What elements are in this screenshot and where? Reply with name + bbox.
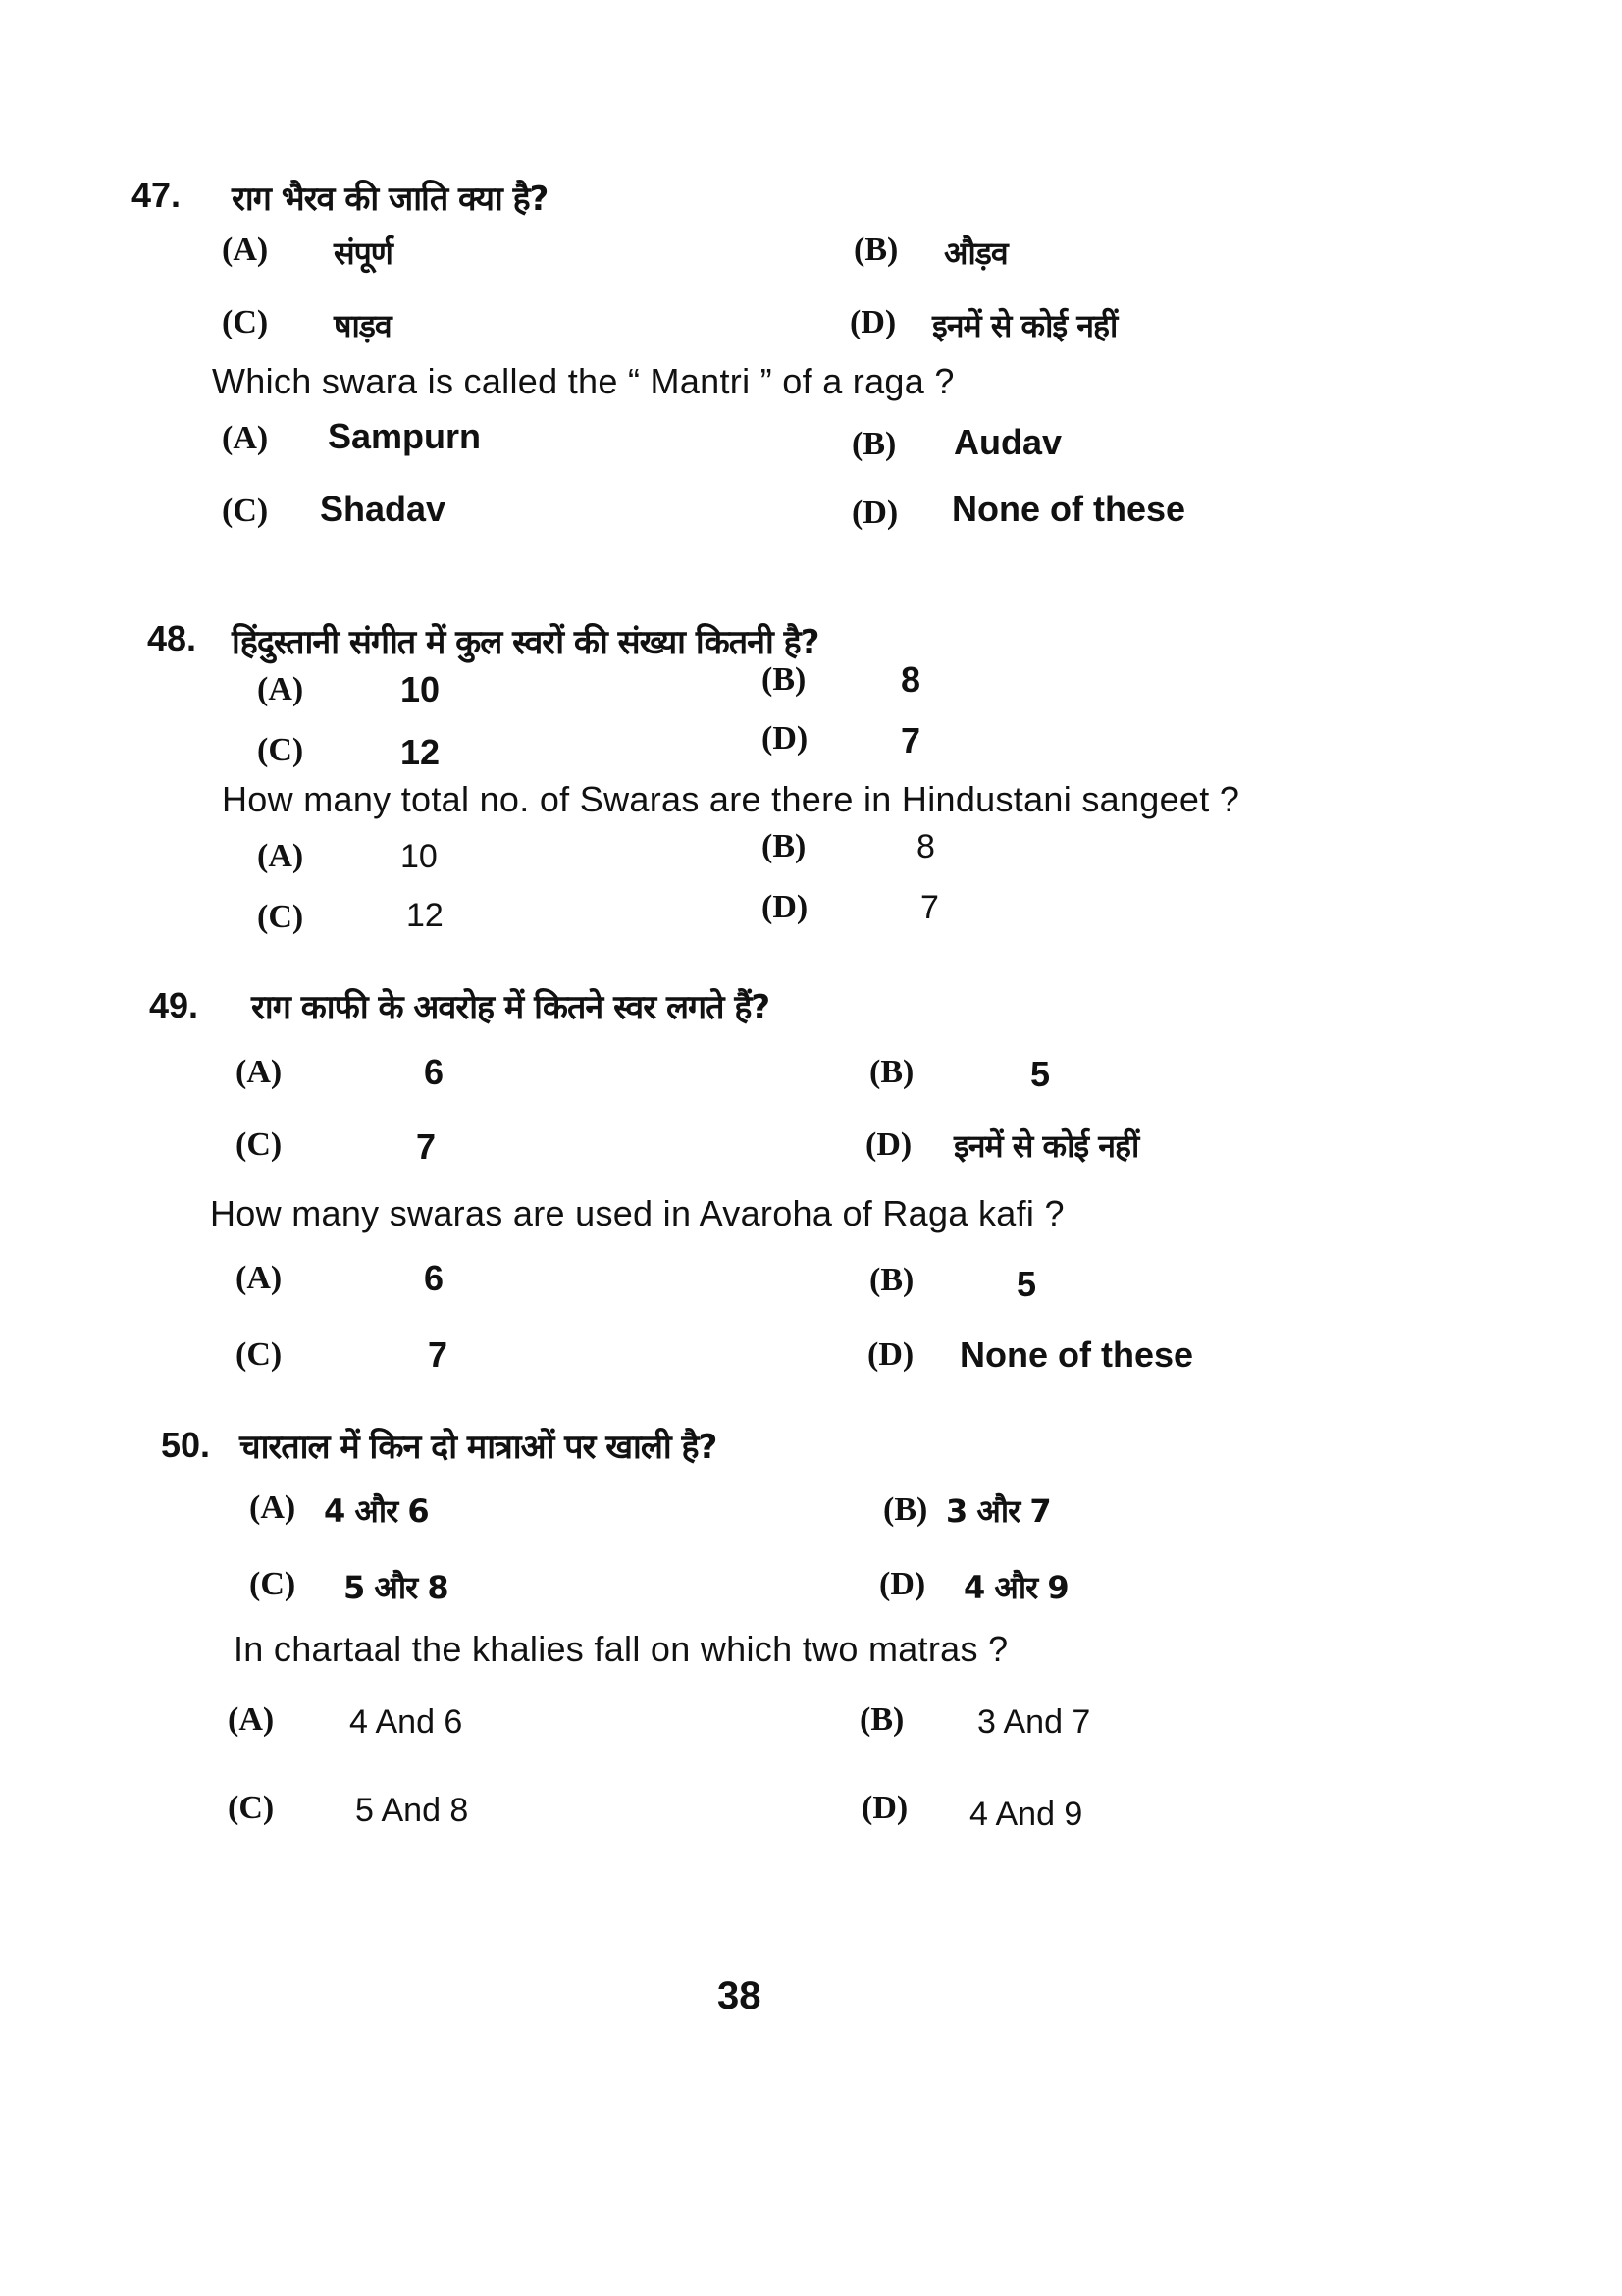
option-b-english: 3 And 7 <box>977 1703 1091 1741</box>
option-label-b: (B) <box>761 828 807 864</box>
question-text-hindi: हिंदुस्तानी संगीत में कुल स्वरों की संख्या कितनी है? <box>232 623 819 662</box>
option-label-c: (C) <box>228 1790 275 1826</box>
page-number: 38 <box>717 1974 761 2017</box>
option-a-english: 6 <box>424 1258 445 1298</box>
option-d-english: None of these <box>960 1334 1194 1375</box>
option-label-a: (A) <box>235 1260 283 1296</box>
option-c-english: Shadav <box>320 489 446 529</box>
question-text-english: In chartaal the khalies fall on which two matras ? <box>234 1629 1009 1669</box>
option-c-hindi: 12 <box>400 732 441 772</box>
option-a-english: 10 <box>400 838 438 875</box>
option-label-b: (B) <box>869 1054 915 1090</box>
option-label-b: (B) <box>883 1491 928 1528</box>
option-b-english: 8 <box>916 828 935 865</box>
option-label-c: (C) <box>257 732 304 768</box>
question-text-hindi: राग भैरव की जाति क्या है? <box>232 180 549 219</box>
question-text-hindi: चारताल में किन दो मात्राओं पर खाली है? <box>239 1428 717 1467</box>
option-d-english: None of these <box>952 489 1186 529</box>
option-d-english: 4 And 9 <box>969 1796 1083 1833</box>
option-b-english: Audav <box>954 422 1063 462</box>
option-label-d: (D) <box>850 304 897 340</box>
question-number: 49. <box>149 985 199 1025</box>
option-label-d: (D) <box>761 889 809 925</box>
question-text-english: Which swara is called the “ Mantri ” of a raga ? <box>212 361 955 401</box>
option-a-english: 4 And 6 <box>349 1703 463 1741</box>
question-number: 47. <box>131 175 182 215</box>
option-c-hindi: 7 <box>416 1126 437 1167</box>
option-label-c: (C) <box>249 1566 296 1602</box>
option-b-english: 5 <box>1017 1264 1037 1304</box>
option-label-b: (B) <box>869 1262 915 1298</box>
option-label-d: (D) <box>879 1566 926 1602</box>
option-d-hindi: इनमें से कोई नहीं <box>932 307 1118 344</box>
question-text-english: How many swaras are used in Avaroha of Raga kafi ? <box>210 1193 1065 1233</box>
question-text-english: How many total no. of Swaras are there in Hindustani sangeet ? <box>222 779 1240 819</box>
option-label-a: (A) <box>222 420 269 456</box>
option-label-b: (B) <box>852 426 897 462</box>
option-a-english: Sampurn <box>328 416 482 456</box>
option-a-hindi: 6 <box>424 1052 445 1092</box>
option-label-a: (A) <box>235 1054 283 1090</box>
option-label-a: (A) <box>257 838 304 874</box>
option-b-hindi: 5 <box>1030 1054 1051 1094</box>
option-label-c: (C) <box>222 304 269 340</box>
option-label-c: (C) <box>235 1126 283 1163</box>
option-label-a: (A) <box>228 1701 275 1738</box>
option-label-d: (D) <box>862 1790 909 1826</box>
question-number: 48. <box>147 618 197 658</box>
option-d-hindi: 4 और 9 <box>964 1569 1069 1606</box>
question-text-hindi: राग काफी के अवरोह में कितने स्वर लगते हैं? <box>251 988 770 1027</box>
option-b-hindi: 8 <box>901 659 921 700</box>
option-label-a: (A) <box>249 1489 296 1526</box>
option-label-d: (D) <box>852 495 899 531</box>
option-c-english: 7 <box>428 1334 448 1375</box>
option-label-a: (A) <box>257 671 304 707</box>
option-c-hindi: षाड़व <box>334 307 392 344</box>
option-b-hindi: औड़व <box>944 235 1008 272</box>
option-a-hindi: 10 <box>400 669 441 709</box>
option-label-b: (B) <box>761 661 807 698</box>
option-label-c: (C) <box>235 1336 283 1373</box>
option-label-a: (A) <box>222 232 269 268</box>
option-d-english: 7 <box>920 889 939 926</box>
option-c-english: 5 And 8 <box>355 1792 469 1829</box>
option-label-c: (C) <box>222 493 269 529</box>
option-label-d: (D) <box>865 1126 913 1163</box>
option-b-hindi: 3 और 7 <box>946 1492 1051 1530</box>
option-d-hindi: इनमें से कोई नहीं <box>954 1127 1139 1165</box>
option-label-d: (D) <box>867 1336 915 1373</box>
option-d-hindi: 7 <box>901 720 921 760</box>
option-label-b: (B) <box>854 232 899 268</box>
option-a-hindi: संपूर्ण <box>334 235 392 272</box>
option-label-d: (D) <box>761 720 809 757</box>
option-c-english: 12 <box>406 897 444 934</box>
option-c-hindi: 5 और 8 <box>343 1569 448 1606</box>
option-label-b: (B) <box>860 1701 905 1738</box>
option-label-c: (C) <box>257 899 304 935</box>
question-number: 50. <box>161 1425 211 1465</box>
option-a-hindi: 4 और 6 <box>324 1492 429 1530</box>
